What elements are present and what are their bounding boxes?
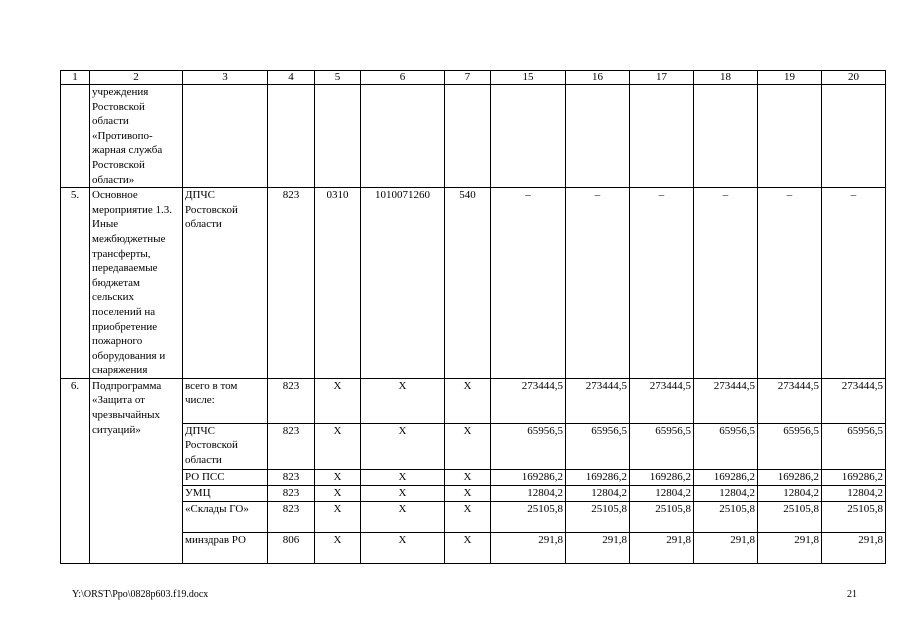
- vr-cell: 540: [445, 188, 491, 379]
- value-cell: –: [822, 188, 886, 379]
- value-cell: 291,8: [566, 532, 630, 563]
- header-cell: 4: [268, 71, 315, 85]
- value-cell: 65956,5: [630, 423, 694, 469]
- value-cell: –: [758, 188, 822, 379]
- table-cell: [758, 85, 822, 188]
- value-cell: 273444,5: [566, 378, 630, 423]
- table-cell: [61, 85, 90, 188]
- budget-table: [60, 70, 886, 564]
- value-cell: 65956,5: [491, 423, 566, 469]
- vr-cell: Х: [445, 501, 491, 532]
- value-cell: 169286,2: [758, 469, 822, 485]
- row-name-cell: Основное мероприятие 1.3. Иные межбюджетные трансферты, передаваемые бюджетам сельских поселений на приобретение пожарного оборудования и снаряжения: [90, 188, 183, 379]
- csr-cell: Х: [361, 423, 445, 469]
- header-cell: 15: [491, 71, 566, 85]
- value-cell: –: [491, 188, 566, 379]
- header-cell: 6: [361, 71, 445, 85]
- table-row: [61, 85, 886, 188]
- grbs-cell: 823: [268, 378, 315, 423]
- table-row: [61, 188, 886, 379]
- table-row: [61, 423, 886, 469]
- grbs-cell: 823: [268, 188, 315, 379]
- value-cell: 25105,8: [822, 501, 886, 532]
- header-cell: 3: [183, 71, 268, 85]
- footer-page-number: 21: [847, 589, 857, 600]
- grbs-cell: 823: [268, 423, 315, 469]
- value-cell: 25105,8: [694, 501, 758, 532]
- rzpr-cell: Х: [315, 532, 361, 563]
- table-row: [61, 469, 886, 485]
- value-cell: 65956,5: [758, 423, 822, 469]
- value-cell: 169286,2: [566, 469, 630, 485]
- header-cell: 1: [61, 71, 90, 85]
- executor-cell: минздрав РО: [183, 532, 268, 563]
- rzpr-cell: Х: [315, 485, 361, 501]
- value-cell: 273444,5: [630, 378, 694, 423]
- executor-cell: РО ПСС: [183, 469, 268, 485]
- value-cell: 169286,2: [630, 469, 694, 485]
- table-cell: [315, 85, 361, 188]
- vr-cell: Х: [445, 469, 491, 485]
- value-cell: 273444,5: [694, 378, 758, 423]
- vr-cell: Х: [445, 423, 491, 469]
- value-cell: 65956,5: [566, 423, 630, 469]
- executor-cell: всего в том числе:: [183, 378, 268, 423]
- executor-cell: ДПЧС Ростовской области: [183, 423, 268, 469]
- table-row: [61, 532, 886, 563]
- value-cell: 169286,2: [822, 469, 886, 485]
- value-cell: 291,8: [822, 532, 886, 563]
- value-cell: 12804,2: [822, 485, 886, 501]
- value-cell: 12804,2: [758, 485, 822, 501]
- value-cell: 273444,5: [758, 378, 822, 423]
- table-cell: [491, 85, 566, 188]
- vr-cell: Х: [445, 532, 491, 563]
- vr-cell: Х: [445, 485, 491, 501]
- csr-cell: Х: [361, 532, 445, 563]
- value-cell: 169286,2: [491, 469, 566, 485]
- header-cell: 16: [566, 71, 630, 85]
- csr-cell: 1010071260: [361, 188, 445, 379]
- header-cell: 17: [630, 71, 694, 85]
- value-cell: 291,8: [758, 532, 822, 563]
- rzpr-cell: 0310: [315, 188, 361, 379]
- row-number-cell: 6.: [61, 378, 90, 563]
- value-cell: –: [566, 188, 630, 379]
- rzpr-cell: Х: [315, 469, 361, 485]
- header-cell: 2: [90, 71, 183, 85]
- executor-cell: УМЦ: [183, 485, 268, 501]
- value-cell: 291,8: [491, 532, 566, 563]
- row-number-cell: 5.: [61, 188, 90, 379]
- rzpr-cell: Х: [315, 378, 361, 423]
- value-cell: 273444,5: [822, 378, 886, 423]
- value-cell: 25105,8: [630, 501, 694, 532]
- table-cell: [361, 85, 445, 188]
- executor-cell: ДПЧС Ростовской области: [183, 188, 268, 379]
- value-cell: 12804,2: [566, 485, 630, 501]
- grbs-cell: 823: [268, 501, 315, 532]
- value-cell: –: [694, 188, 758, 379]
- table-header-row: [61, 71, 886, 85]
- value-cell: 291,8: [630, 532, 694, 563]
- header-cell: 7: [445, 71, 491, 85]
- table-cell: [183, 85, 268, 188]
- value-cell: 273444,5: [491, 378, 566, 423]
- table-row: [61, 501, 886, 532]
- value-cell: 25105,8: [566, 501, 630, 532]
- value-cell: 169286,2: [694, 469, 758, 485]
- value-cell: 65956,5: [694, 423, 758, 469]
- grbs-cell: 823: [268, 485, 315, 501]
- header-cell: 19: [758, 71, 822, 85]
- table-row: [61, 378, 886, 423]
- rzpr-cell: Х: [315, 501, 361, 532]
- rzpr-cell: Х: [315, 423, 361, 469]
- table-cell: [566, 85, 630, 188]
- value-cell: –: [630, 188, 694, 379]
- header-cell: 18: [694, 71, 758, 85]
- value-cell: 25105,8: [491, 501, 566, 532]
- table-cell: [268, 85, 315, 188]
- vr-cell: Х: [445, 378, 491, 423]
- table-cell: [445, 85, 491, 188]
- csr-cell: Х: [361, 378, 445, 423]
- table-cell: [630, 85, 694, 188]
- value-cell: 291,8: [694, 532, 758, 563]
- value-cell: 12804,2: [694, 485, 758, 501]
- value-cell: 65956,5: [822, 423, 886, 469]
- grbs-cell: 806: [268, 532, 315, 563]
- csr-cell: Х: [361, 501, 445, 532]
- value-cell: 25105,8: [758, 501, 822, 532]
- value-cell: 12804,2: [630, 485, 694, 501]
- row-name-cell: учреждения Ростовской области «Противопо-жарная служба Ростовской области»: [90, 85, 183, 188]
- header-cell: 20: [822, 71, 886, 85]
- table-cell: [694, 85, 758, 188]
- csr-cell: Х: [361, 469, 445, 485]
- table-row: [61, 485, 886, 501]
- value-cell: 12804,2: [491, 485, 566, 501]
- footer-file-path: Y:\ORST\Ppo\0828p603.f19.docx: [72, 589, 209, 600]
- header-cell: 5: [315, 71, 361, 85]
- csr-cell: Х: [361, 485, 445, 501]
- table-cell: [822, 85, 886, 188]
- grbs-cell: 823: [268, 469, 315, 485]
- row-name-cell: Подпрограмма «Защита от чрезвычайных ситуаций»: [90, 378, 183, 563]
- executor-cell: «Склады ГО»: [183, 501, 268, 532]
